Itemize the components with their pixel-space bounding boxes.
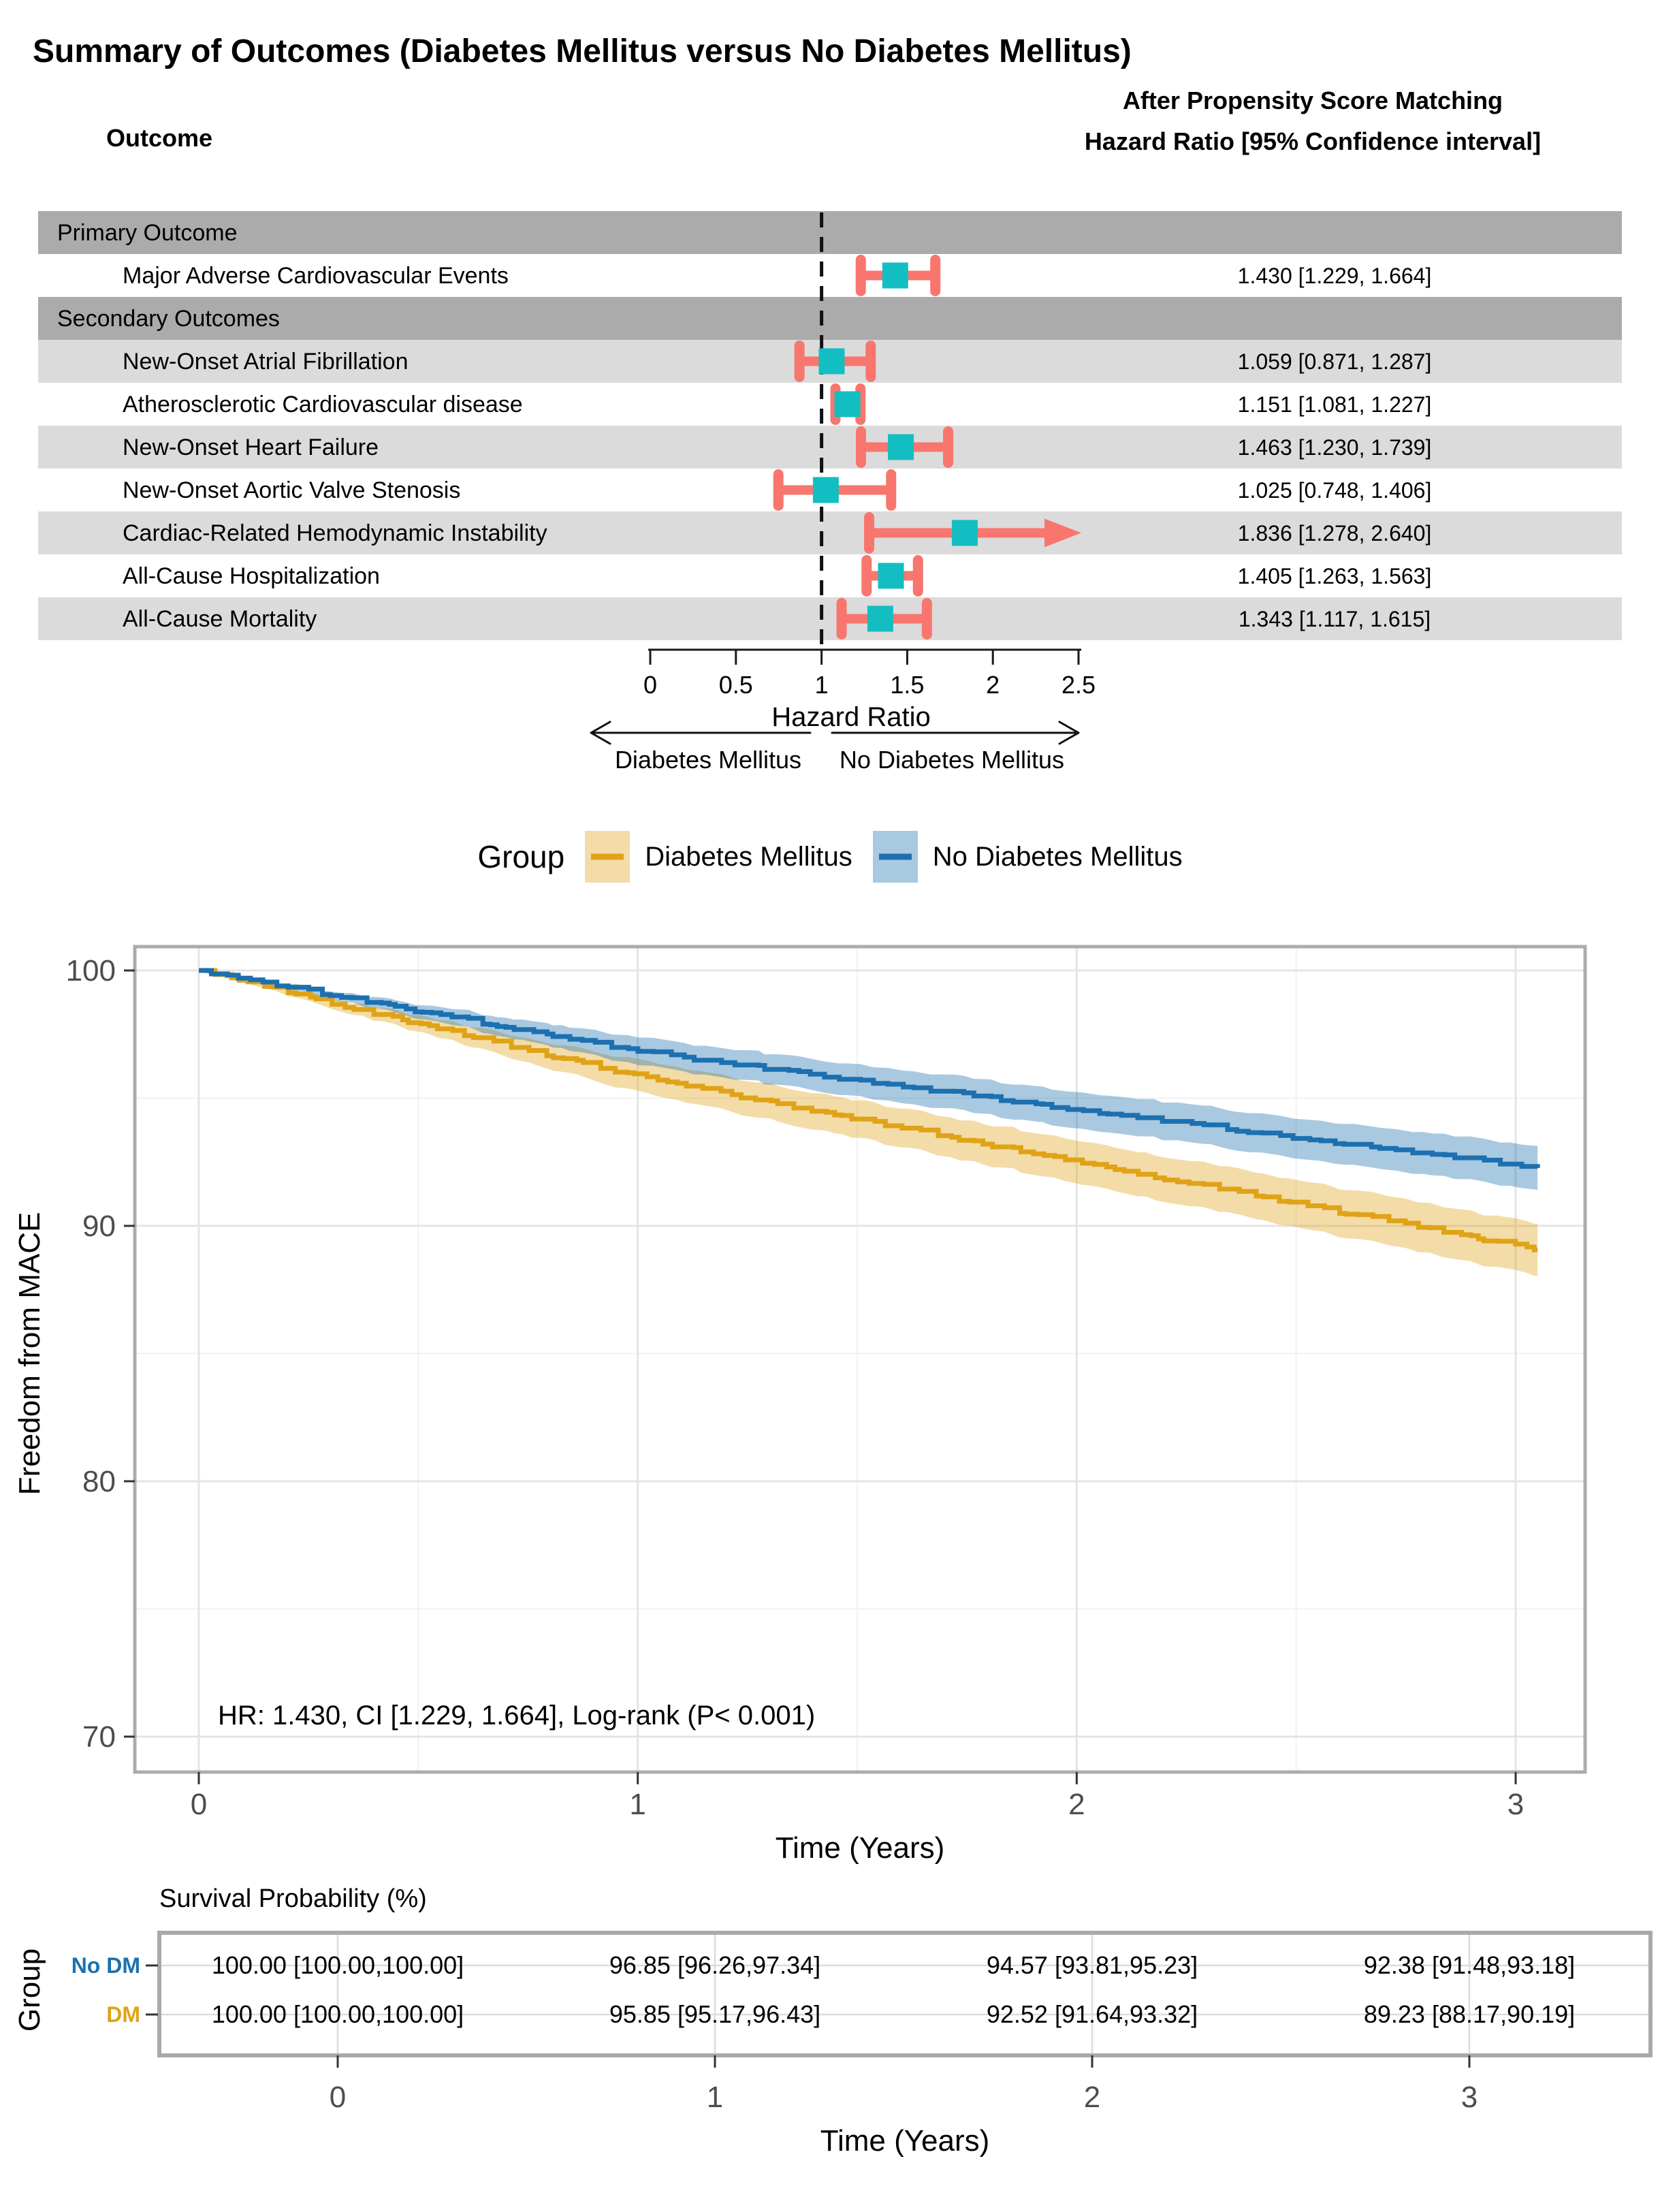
- group-axis-title: Group: [13, 1948, 46, 2032]
- y-tick-label: 80: [82, 1465, 116, 1498]
- survival-value: 94.57 [93.81,95.23]: [986, 1951, 1198, 1979]
- outcome-label: New-Onset Heart Failure: [123, 434, 379, 460]
- x-tick-label: 0: [190, 1788, 208, 1821]
- right-arrow-label: No Diabetes Mellitus: [839, 746, 1065, 774]
- outcome-label: Primary Outcome: [57, 220, 238, 246]
- hr-point: [813, 477, 839, 503]
- forest-row-item: [38, 597, 1622, 640]
- survival-value: 100.00 [100.00,100.00]: [211, 1951, 464, 1979]
- hr-ci-value: 1.836 [1.278, 2.640]: [1237, 521, 1432, 546]
- x-axis-title: Time (Years): [820, 2124, 990, 2158]
- outcome-label: New-Onset Atrial Fibrillation: [123, 349, 409, 375]
- legend-key-line: [879, 854, 912, 860]
- hr-point: [867, 606, 893, 632]
- group-legend: [0, 821, 1660, 892]
- y-tick-label: 90: [82, 1210, 116, 1243]
- outcome-label: Atherosclerotic Cardiovascular disease: [123, 392, 523, 417]
- y-tick-label: 70: [82, 1720, 116, 1754]
- figure-title: Summary of Outcomes (Diabetes Mellitus versus No Diabetes Mellitus): [33, 33, 1132, 69]
- forest-x-axis: [643, 650, 1096, 732]
- x-tick-label: 2: [1068, 1788, 1085, 1821]
- y-tick-label: 100: [65, 954, 116, 988]
- hr-point: [882, 263, 908, 289]
- survival-value: 89.23 [88.17,90.19]: [1363, 2000, 1576, 2028]
- km-series: [199, 970, 1537, 1276]
- forest-plot: [0, 204, 1660, 804]
- survival-value: 100.00 [100.00,100.00]: [211, 2000, 464, 2028]
- hr-ci-value: 1.059 [0.871, 1.287]: [1237, 349, 1432, 374]
- axis-tick-label: 2: [986, 671, 1000, 699]
- outcome-label: All-Cause Hospitalization: [123, 563, 380, 589]
- outcome-label: New-Onset Aortic Valve Stenosis: [123, 477, 461, 503]
- forest-row-item: [38, 383, 1622, 426]
- left-arrow-label: Diabetes Mellitus: [614, 746, 802, 774]
- survival-table: [0, 1886, 1660, 2212]
- forest-row-item: [38, 254, 1622, 297]
- survival-value: 92.52 [91.64,93.32]: [986, 2000, 1198, 2028]
- x-axis-title: Time (Years): [775, 1831, 945, 1865]
- outcome-label: Cardiac-Related Hemodynamic Instability: [123, 520, 547, 546]
- outcome-label: All-Cause Mortality: [123, 606, 317, 632]
- row-label: DM: [106, 2002, 140, 2027]
- survival-value: 92.38 [91.48,93.18]: [1363, 1951, 1576, 1979]
- hr-point: [878, 563, 904, 589]
- hr-ci-value: 1.151 [1.081, 1.227]: [1237, 392, 1432, 417]
- hr-column-header-line2: Hazard Ratio [95% Confidence interval]: [1084, 127, 1542, 155]
- hr-point: [835, 392, 861, 417]
- axis-tick-label: 0: [643, 671, 658, 699]
- outcome-label: Secondary Outcomes: [57, 306, 280, 332]
- axis-tick-label: 0.5: [718, 671, 753, 699]
- outcome-column-header: Outcome: [106, 124, 213, 152]
- hr-column-header-line1: After Propensity Score Matching: [1122, 86, 1503, 114]
- km-plot-svg: [0, 906, 1660, 1886]
- survival-value: 96.85 [96.26,97.34]: [609, 1951, 821, 1979]
- x-tick-label: 1: [706, 2081, 724, 2114]
- axis-tick-label: 2.5: [1061, 671, 1096, 699]
- legend-key-diabetes-icon: [585, 831, 630, 883]
- forest-row-section: [38, 297, 1622, 340]
- forest-plot-svg: [0, 204, 1660, 804]
- hr-ci-value: 1.430 [1.229, 1.664]: [1237, 264, 1432, 288]
- row-background: [38, 211, 1622, 254]
- forest-row-item: [38, 554, 1622, 597]
- x-tick-label: 3: [1461, 2081, 1478, 2114]
- legend-label-no-diabetes: No Diabetes Mellitus: [932, 841, 1183, 872]
- hr-ci-value: 1.025 [0.748, 1.406]: [1237, 478, 1432, 503]
- km-plot: [0, 906, 1660, 1886]
- legend-key-no-diabetes-icon: [873, 831, 918, 883]
- table-x-axis: [330, 2055, 1478, 2114]
- hr-point: [952, 520, 978, 546]
- axis-tick-label: 1: [814, 671, 829, 699]
- legend-label-diabetes: Diabetes Mellitus: [645, 841, 852, 872]
- x-tick-label: 2: [1083, 2081, 1101, 2114]
- hr-point: [818, 349, 844, 375]
- forest-row-item: [38, 511, 1622, 554]
- hr-column-header: [1040, 80, 1585, 162]
- x-tick-label: 3: [1507, 1788, 1525, 1821]
- x-tick-label: 1: [629, 1788, 646, 1821]
- hr-point: [888, 434, 914, 460]
- legend-key-line: [591, 854, 624, 860]
- legend-title: Group: [477, 839, 565, 874]
- row-label: No DM: [71, 1953, 140, 1978]
- survival-value: 95.85 [95.17,96.43]: [609, 2000, 821, 2028]
- hr-marker: [835, 389, 861, 420]
- hr-ci-value: 1.343 [1.117, 1.615]: [1238, 607, 1431, 631]
- legend-item-no-diabetes: [873, 831, 1183, 883]
- outcome-label: Major Adverse Cardiovascular Events: [123, 263, 509, 289]
- legend-item-diabetes: [585, 831, 852, 883]
- forest-row-section: [38, 211, 1622, 254]
- table-title: Survival Probability (%): [159, 1886, 427, 1913]
- axis-title: Hazard Ratio: [771, 702, 931, 732]
- axis-tick-label: 1.5: [890, 671, 925, 699]
- hr-ci-value: 1.463 [1.230, 1.739]: [1237, 435, 1432, 460]
- y-axis-title: Freedom from MACE: [13, 1212, 46, 1496]
- hr-ci-value: 1.405 [1.263, 1.563]: [1237, 564, 1432, 588]
- hr-annotation: HR: 1.430, CI [1.229, 1.664], Log-rank (P< 0.001): [218, 1701, 816, 1731]
- x-tick-label: 0: [329, 2081, 347, 2114]
- forest-row-item: [38, 426, 1622, 469]
- survival-table-svg: [0, 1886, 1660, 2212]
